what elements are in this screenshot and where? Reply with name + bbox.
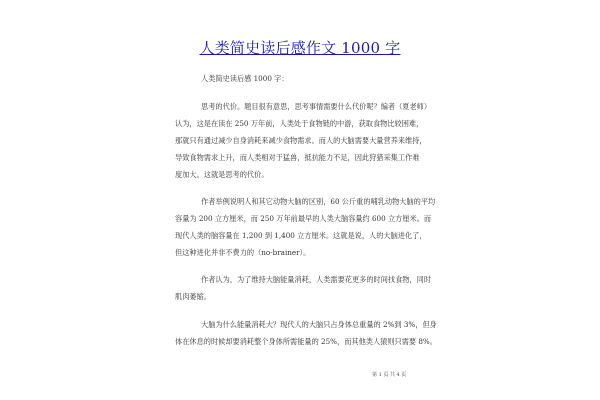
page-number-footer: 第 1 页 共 4 页 xyxy=(372,372,407,378)
document-title[interactable]: 人类简史读后感作文 1000 字 xyxy=(199,39,401,57)
subtitle-line: 人类简史读后感 1000 字： xyxy=(201,74,289,83)
paragraph-3-line-1: 作者认为，为了维持大脑能量消耗，人类需要花更多的时间找食物，同时 xyxy=(201,275,432,284)
paragraph-2-line-1: 作者举例说明人和其它动物大脑的区别，60 公斤重的哺乳动物大脑的平均 xyxy=(201,197,436,206)
paragraph-1-line-5: 度加大。这就是思考的代价。 xyxy=(175,170,269,179)
paragraph-2-line-2: 容量为 200 立方厘米，而 250 万年前最早的人类大脑容量约 600 立方厘米。而 xyxy=(175,214,432,223)
paragraph-1-line-2: 认为，这是在读在 250 万年前，人类处于食物链的中游，获取食物比较困难， xyxy=(175,119,424,128)
paragraph-3-line-2: 肌肉萎缩。 xyxy=(175,292,211,301)
paragraph-1-line-1: 思考的代价。题目很有意思，思考事情需要什么代价呢？编者（夏老师） xyxy=(201,102,432,111)
paragraph-1-line-3: 那就只有通过减少自身消耗来减少食物需求。而人的大脑需要大量营养来维持， xyxy=(175,136,427,145)
paragraph-1-line-4: 导致食物需求上升，而人类相对于猛兽，抵抗能力不足，因此狩猎采集工作难 xyxy=(175,153,420,162)
paragraph-2-line-4: 但这种进化并非不费力的（no-brainer）。 xyxy=(175,248,311,257)
paragraph-4-line-1: 大脑为什么能量消耗大？现代人的大脑只占身体总重量的 2%到 3%，但身 xyxy=(201,320,437,329)
paragraph-2-line-3: 现代人类的脑容量在 1,200 到 1,400 立方厘米。这就是说，人的大脑进化了， xyxy=(175,231,427,240)
paragraph-4-line-2: 体在休息的时候却要消耗整个身体所需能量的 25%，而其他类人猿则只需要 8%。 xyxy=(175,337,437,346)
